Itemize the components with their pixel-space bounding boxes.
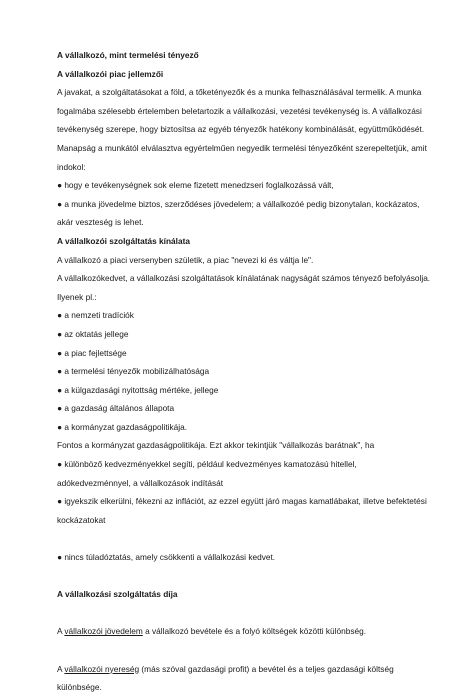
bullet-item: ● a kormányzat gazdaságpolitikája. (57, 421, 187, 432)
spacer (57, 567, 446, 586)
bullet-item: ● a nemzeti tradíciók (57, 310, 134, 321)
text-segment: a vállalkozó bevétele és a folyó költségek közötti különbség. (142, 626, 367, 637)
heading-fee: A vállalkozási szolgáltatás díja (57, 589, 178, 600)
bullet-item: ● a termelési tényezők mobilizálhatósága (57, 366, 210, 377)
text-segment: A (57, 663, 65, 674)
paragraph-line: Manapság a munkától elválasztva egyértelműen negyedik termelési tényezőként szerepeltetjük, amit (57, 142, 427, 153)
paragraph-line: különbsége. (57, 682, 102, 693)
term-entrepreneurial-profit: vállalkozói nyereség (64, 663, 140, 674)
text-segment: (más szóval gazdasági profit) a bevétel és a teljes gazdasági költség (139, 663, 394, 674)
text-segment: A (57, 626, 65, 637)
paragraph-line: A vállalkozókedvet, a vállalkozási szolgáltatások kínálatának nagyságát számos tényező befolyásolja. (57, 273, 431, 284)
bullet-item: ● igyekszik elkerülni, fékezni az inflációt, az ezzel együtt járó magas kamatlábakat, illetve befektetési (57, 496, 427, 507)
paragraph-line: A vállalkozó a piaci versenyben születik, a piac "nevezi ki és váltja le". (57, 254, 314, 265)
paragraph-line: Fontos a kormányzat gazdaságpolitikája. Ezt akkor tekintjük "vállalkozás barátnak", ha (57, 440, 375, 451)
bullet-item: ● hogy e tevékenységnek sok eleme fizetett menedzseri foglalkozássá vált, (57, 180, 334, 191)
bullet-item-continuation: adókedvezménnyel, a vállalkozások indítását (57, 477, 224, 488)
heading-supply: A vállalkozói szolgáltatás kínálata (57, 235, 190, 246)
bullet-item: ● nincs túladóztatás, amely csökkenti a vállalkozási kedvet. (57, 552, 276, 563)
heading-market-features: A vállalkozói piac jellemzői (57, 68, 164, 79)
bullet-item: ● különböző kedvezményekkel segíti, például kedvezményes kamatozású hitellel, (57, 459, 357, 470)
spacer (57, 529, 446, 548)
spacer (57, 641, 446, 660)
bullet-item: ● az oktatás jellege (57, 328, 129, 339)
term-entrepreneurial-income: vállalkozói jövedelem (64, 626, 143, 637)
paragraph-line: tevékenység szerepe, hogy biztosítsa az egyéb tényezők hatékony kombinálását, együttműködését. (57, 124, 425, 135)
bullet-item-continuation: akár veszteség is lehet. (57, 217, 144, 228)
bullet-item: ● a gazdaság általános állapota (57, 403, 175, 414)
spacer (57, 604, 446, 623)
bullet-item: ● a külgazdasági nyitottság mértéke, jellege (57, 384, 219, 395)
definition-profit (57, 660, 446, 679)
bullet-item: ● a munka jövedelme biztos, szerződéses jövedelem; a vállalkozóé pedig bizonytalan, kockázatos, (57, 198, 420, 209)
bullet-item-continuation: kockázatokat (57, 514, 106, 525)
heading-main: A vállalkozó, mint termelési tényező (57, 50, 199, 60)
paragraph-line: fogalmába szélesebb értelemben beletartozik a vállalkozási, vezetési tevékenység is. A vállalkozási (57, 105, 422, 116)
paragraph-line: A javakat, a szolgáltatásokat a föld, a tőketényezők és a munka felhasználásával termelik. A munka (57, 87, 422, 98)
paragraph-line: Ilyenek pl.: (57, 291, 97, 302)
bullet-item: ● a piac fejlettsége (57, 347, 127, 358)
paragraph-line: indokol: (57, 161, 86, 172)
